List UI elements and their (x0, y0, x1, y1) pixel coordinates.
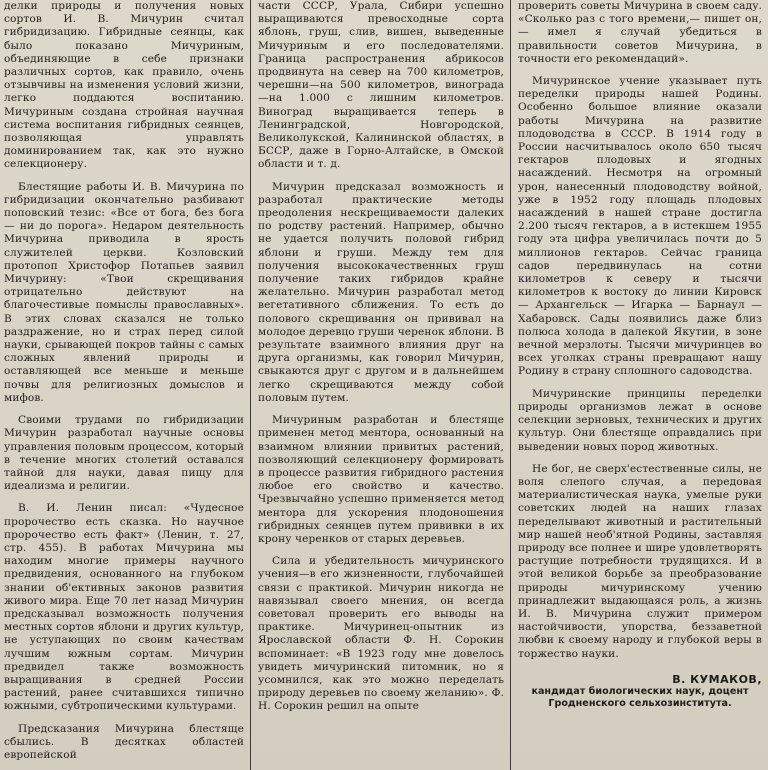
paragraph: Предсказания Мичурина блестяще сбылись. В десятках областей европейской (4, 722, 244, 761)
article-column-3 (512, 0, 768, 770)
paragraph: Мичурин предсказал возможность и разработал практические методы преодоления нескрещиваемости далеких по родству растений. Например, обычно не удается получить половой гибрид яблони и груши. Между тем для получения высококачественных груш получение таких гибридов крайне желательно. Мичурин разработал метод вегетативного сближения. То есть до полового скрещивания он прививал на молодое деревцо груши черенок яблони. В результате взаимного влияния друг на друга организмы, как говорил Мичурин, свыкаются друг с другом и в дальнейшем легко скрещиваются между собой половым путем. (258, 180, 504, 404)
paragraph: Своими трудами по гибридизации Мичурин разработал научные основы управления половым процессом, который в течение многих столетий оставался тайной для науки, давая пищу для идеализма и религии. (4, 414, 244, 493)
paragraph: Блестящие работы И. В. Мичурина по гибридизации окончательно разбивают поповский тезис: «Все от бога, без бога — ни до порога». Недаром деятельность Мичурина приводила в ярость служителей церкви. Козловский протопоп Христофор Потапьев заявил Мичурину: «Твои скрещивания отрицательно действуют на благочестивые помыслы православных». В этих словах сказался не только раздражение, но и страх перед силой науки, срывающей покров тайны с самых сложных явлений природы и оставляющей все меньше и меньше почвы для религиозных домыслов и мифов. (4, 180, 244, 404)
column-rule (250, 0, 251, 770)
paragraph: В. И. Ленин писал: «Чудесное пророчество есть сказка. Но научное пророчество есть факт» (Ленин, т. 27, стр. 455). В работах Мичурина мы находим многие примеры научного предвидения, основанного на глубоком знании об'ективных законов развития живого мира. Еще 70 лет назад Мичурин предсказывал возможность получения местных сортов яблони и других культур, не уступающих по своим качествам лучшим южным сортам. Мичурин предвидел также возможность выращивания в средней России растений, ранее считавшихся типично южными, субтропическими культурами. (4, 502, 244, 713)
paragraph: Не бог, не сверх'естественные силы, не воля слепого случая, а передовая материалистическая наука, умелые руки советских людей на наших глазах переделывают животный и растительный мир нашей необ'ятной Родины, заставляя природу все полнее и шире удовлетворять растущие потребности трудящихся. И в этой великой борьбе за преобразование природы мичуринскому учению принадлежит выдающаяся роль, а жизнь И. В. Мичурина служит примером настойчивости, упорства, беззаветной любви к своему народу и глубокой веры в торжество науки. (518, 462, 762, 660)
paragraph: части СССР, Урала, Сибири успешно выращиваются превосходные сорта яблонь, груш, слив, вишен, выведенные Мичуриным и его последователями. Граница распространения абрикосов продвинута на север на 700 километров, черешни—на 500 километров, винограда—на 1.000 с лишним километров. Виноград выращивается теперь в Ленинградской, Новгородской, Великолукской, Калининской областях, в БССР, даже в Горно-Алтайске, в Омской области и т. д. (258, 0, 504, 171)
paragraph: проверить советы Мичурина в своем саду. «Сколько раз с того времени,— пишет он,— имел я случай убедиться в правильности советов Мичурина, в точности его рекомендаций». (518, 0, 762, 65)
article-column-2 (252, 0, 508, 770)
article-column-1 (0, 0, 248, 770)
author-name: В. КУМАКОВ, (672, 672, 762, 686)
paragraph: делки природы и получения новых сортов И. В. Мичурин считал гибридизацию. Гибридные сеянцы, как было показано Мичуриным, объединяющие в себе признаки различных сортов, как правило, очень отзывчивы на изменения условий жизни, легко поддаются воспитанию. Мичуриным создана стройная научная система воспитания гибридных сеянцев, позволяющая управлять доминированием так, как это нужно селекционеру. (4, 0, 244, 171)
paragraph: Мичуринские принципы переделки природы организмов лежат в основе селекции зерновых, технических и других культур. Они блестяще оправдались при выведении новых пород животных. (518, 387, 762, 453)
paragraph: Мичуринское учение указывает путь переделки природы нашей Родины. Особенно большое влияние оказали работы Мичурина на развитие плодоводства в СССР. В 1914 году в России насчитывалось около 650 тысяч гектаров плодовых и ягодных насаждений. Несмотря на огромный урон, нанесенный плодоводству войной, уже в 1952 году площадь плодовых насаждений в нашей стране достигла 2.200 тысяч гектаров, а в истекшем 1955 году эта цифра увеличилась почти до 5 миллионов гектаров. Сейчас граница садов передвинулась на сотни километров к северу и тысячи километров к востоку до линии Кировск — Архангельск — Игарка — Барнаул — Хабаровск. Сады появились даже близ полюса холода в далекой Якутии, в зоне вечной мерзлоты. Тысячи мичуринцев во всех уголках страны превращают нашу Родину в страну сплошного садоводства. (518, 75, 762, 378)
author-affiliation: Гродненского сельхозинститута. (548, 697, 732, 709)
author-title: кандидат биологических наук, доцент (531, 685, 749, 697)
paragraph: Сила и убедительность мичуринского учения—в его жизненности, глубочайшей связи с практикой. Мичурин никогда не навязывал своего мнения, он всегда советовал проверить его выводы на практике. Мичуринец-опытник из Ярославской области Ф. Н. Сорокин вспоминает: «В 1923 году мне довелось увидеть мичуринский питомник, но я усомнился, как это можно переделать природу деревьев по своему желанию». Ф. Н. Сорокин решил на опыте (258, 555, 504, 713)
paragraph: Мичуриным разработан и блестяще применен метод ментора, основанный на взаимном влиянии привитых растений, позволяющий селекционеру формировать в процессе развития гибридного растения любое его свойство и качество. Чрезвычайно успешно применяется метод ментора для ускорения плодоношения гибридных сеянцев путем прививки в их крону черенков от старых деревьев. (258, 414, 504, 545)
column-rule (510, 0, 511, 770)
